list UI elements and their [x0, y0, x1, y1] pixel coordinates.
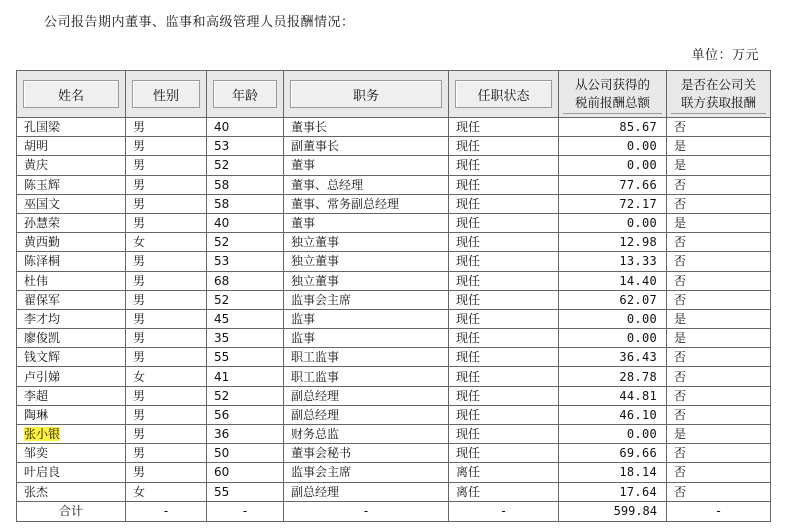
table-row [17, 290, 771, 309]
cell-age: 40 [207, 213, 284, 232]
cell-gender: 男 [126, 290, 207, 309]
cell-position: 监事 [284, 309, 449, 328]
table-row [17, 482, 771, 501]
cell-age: 36 [207, 425, 284, 444]
cell-related: 是 [667, 309, 771, 328]
table-row [17, 118, 771, 137]
cell-position: 副总经理 [284, 405, 449, 424]
cell-name: 巫国文 [17, 194, 126, 213]
header-position [284, 71, 449, 118]
cell-related: 否 [667, 367, 771, 386]
table-row [17, 386, 771, 405]
total-gender: - [126, 501, 207, 521]
table-row [17, 463, 771, 482]
cell-gender: 男 [126, 348, 207, 367]
cell-name: 张杰 [17, 482, 126, 501]
cell-status: 现任 [449, 271, 559, 290]
cell-position: 董事、总经理 [284, 175, 449, 194]
cell-pay: 77.66 [559, 175, 667, 194]
header-related [667, 71, 771, 118]
cell-age: 52 [207, 156, 284, 175]
cell-related: 否 [667, 290, 771, 309]
cell-gender: 男 [126, 444, 207, 463]
cell-position: 独立董事 [284, 271, 449, 290]
cell-status: 现任 [449, 137, 559, 156]
cell-age: 41 [207, 367, 284, 386]
cell-position: 董事长 [284, 118, 449, 137]
table-row [17, 156, 771, 175]
cell-name: 翟保军 [17, 290, 126, 309]
cell-position: 董事会秘书 [284, 444, 449, 463]
table-row [17, 329, 771, 348]
cell-position: 职工监事 [284, 348, 449, 367]
cell-pay: 44.81 [559, 386, 667, 405]
cell-position: 董事 [284, 156, 449, 175]
cell-name: 陈玉辉 [17, 175, 126, 194]
cell-name: 陶琳 [17, 405, 126, 424]
header-gender-label: 性别 [132, 80, 200, 108]
cell-pay: 46.10 [559, 405, 667, 424]
cell-related: 否 [667, 482, 771, 501]
cell-name: 叶启良 [17, 463, 126, 482]
cell-name: 黄庆 [17, 156, 126, 175]
cell-pay: 0.00 [559, 137, 667, 156]
header-status-label: 任职状态 [455, 80, 552, 108]
cell-status: 现任 [449, 233, 559, 252]
total-row [17, 501, 771, 521]
cell-age: 52 [207, 290, 284, 309]
cell-position: 监事会主席 [284, 290, 449, 309]
total-position: - [284, 501, 449, 521]
cell-pay: 12.98 [559, 233, 667, 252]
table-row [17, 271, 771, 290]
cell-status: 现任 [449, 252, 559, 271]
total-related: - [667, 501, 771, 521]
table-row [17, 252, 771, 271]
cell-name: 钱文辉 [17, 348, 126, 367]
cell-gender: 男 [126, 329, 207, 348]
cell-pay: 85.67 [559, 118, 667, 137]
unit-label: 单位：万元 [691, 48, 759, 63]
cell-gender: 男 [126, 118, 207, 137]
table-row [17, 405, 771, 424]
cell-related: 否 [667, 175, 771, 194]
cell-gender: 男 [126, 425, 207, 444]
cell-related: 否 [667, 194, 771, 213]
cell-related: 否 [667, 252, 771, 271]
cell-pay: 17.64 [559, 482, 667, 501]
cell-name: 胡明 [17, 137, 126, 156]
cell-age: 60 [207, 463, 284, 482]
cell-related: 否 [667, 118, 771, 137]
cell-status: 现任 [449, 405, 559, 424]
header-name-label: 姓名 [23, 80, 119, 108]
cell-pay: 0.00 [559, 156, 667, 175]
cell-name: 黄西勤 [17, 233, 126, 252]
cell-name: 孔国梁 [17, 118, 126, 137]
cell-gender: 男 [126, 271, 207, 290]
header-status [449, 71, 559, 118]
cell-position: 独立董事 [284, 252, 449, 271]
cell-name: 李才均 [17, 309, 126, 328]
table-row [17, 348, 771, 367]
cell-age: 58 [207, 175, 284, 194]
cell-related: 是 [667, 156, 771, 175]
cell-position: 董事 [284, 213, 449, 232]
header-position-label: 职务 [290, 80, 442, 108]
table-row [17, 444, 771, 463]
cell-status: 现任 [449, 309, 559, 328]
table-row [17, 367, 771, 386]
cell-pay: 13.33 [559, 252, 667, 271]
table-row [17, 233, 771, 252]
cell-related: 是 [667, 137, 771, 156]
cell-status: 离任 [449, 463, 559, 482]
header-name [17, 71, 126, 118]
cell-status: 现任 [449, 156, 559, 175]
cell-related: 否 [667, 405, 771, 424]
cell-gender: 男 [126, 175, 207, 194]
cell-status: 离任 [449, 482, 559, 501]
cell-age: 53 [207, 252, 284, 271]
cell-age: 45 [207, 309, 284, 328]
cell-gender: 女 [126, 367, 207, 386]
cell-position: 副总经理 [284, 482, 449, 501]
cell-status: 现任 [449, 175, 559, 194]
total-age: - [207, 501, 284, 521]
cell-name: 陈泽桐 [17, 252, 126, 271]
cell-related: 否 [667, 271, 771, 290]
cell-pay: 72.17 [559, 194, 667, 213]
cell-gender: 男 [126, 463, 207, 482]
cell-related: 是 [667, 329, 771, 348]
header-related-line2: 联方获取报酬 [680, 94, 756, 110]
cell-gender: 男 [126, 386, 207, 405]
cell-status: 现任 [449, 425, 559, 444]
cell-age: 68 [207, 271, 284, 290]
cell-name: 孙慧荣 [17, 213, 126, 232]
cell-related: 否 [667, 348, 771, 367]
cell-status: 现任 [449, 194, 559, 213]
table-row [17, 309, 771, 328]
cell-position: 财务总监 [284, 425, 449, 444]
cell-gender: 男 [126, 252, 207, 271]
table-row [17, 194, 771, 213]
table-row [17, 175, 771, 194]
cell-status: 现任 [449, 290, 559, 309]
total-status: - [449, 501, 559, 521]
cell-status: 现任 [449, 348, 559, 367]
cell-age: 52 [207, 386, 284, 405]
cell-age: 56 [207, 405, 284, 424]
cell-age: 58 [207, 194, 284, 213]
cell-name [17, 425, 126, 444]
cell-gender: 男 [126, 405, 207, 424]
cell-position: 监事 [284, 329, 449, 348]
cell-status: 现任 [449, 329, 559, 348]
cell-name: 邹奕 [17, 444, 126, 463]
cell-name: 卢引娣 [17, 367, 126, 386]
cell-gender: 女 [126, 233, 207, 252]
cell-gender: 男 [126, 309, 207, 328]
cell-age: 53 [207, 137, 284, 156]
cell-position: 监事会主席 [284, 463, 449, 482]
cell-age: 55 [207, 482, 284, 501]
cell-status: 现任 [449, 213, 559, 232]
cell-status: 现任 [449, 118, 559, 137]
cell-status: 现任 [449, 386, 559, 405]
highlighted-name: 张小银 [24, 427, 61, 442]
cell-position: 副董事长 [284, 137, 449, 156]
header-age-label: 年龄 [213, 80, 277, 108]
table-row [17, 425, 771, 444]
cell-gender: 男 [126, 213, 207, 232]
cell-position: 副总经理 [284, 386, 449, 405]
compensation-table [16, 70, 771, 522]
table-body [17, 118, 771, 502]
total-pay: 599.84 [559, 501, 667, 521]
header-age [207, 71, 284, 118]
header-gender [126, 71, 207, 118]
cell-age: 35 [207, 329, 284, 348]
header-pay-line2: 税前报酬总额 [574, 94, 650, 110]
cell-related: 是 [667, 425, 771, 444]
intro-text: 公司报告期内董事、监事和高级管理人员报酬情况： [44, 15, 355, 30]
cell-pay: 62.07 [559, 290, 667, 309]
table-row [17, 137, 771, 156]
cell-related: 否 [667, 444, 771, 463]
cell-age: 52 [207, 233, 284, 252]
cell-age: 50 [207, 444, 284, 463]
cell-gender: 男 [126, 137, 207, 156]
cell-age: 55 [207, 348, 284, 367]
table-row [17, 213, 771, 232]
cell-pay: 18.14 [559, 463, 667, 482]
cell-status: 现任 [449, 367, 559, 386]
cell-pay: 14.40 [559, 271, 667, 290]
cell-related: 否 [667, 463, 771, 482]
cell-pay: 69.66 [559, 444, 667, 463]
total-label: 合计 [17, 501, 126, 521]
cell-pay: 36.43 [559, 348, 667, 367]
cell-related: 是 [667, 213, 771, 232]
header-related-label [671, 75, 766, 114]
header-pay-line1: 从公司获得的 [574, 76, 650, 92]
header-pay [559, 71, 667, 118]
header-pay-label [563, 75, 662, 114]
cell-related: 否 [667, 233, 771, 252]
cell-age: 40 [207, 118, 284, 137]
cell-name: 廖俊凯 [17, 329, 126, 348]
cell-pay: 0.00 [559, 425, 667, 444]
cell-position: 独立董事 [284, 233, 449, 252]
cell-gender: 男 [126, 156, 207, 175]
cell-status: 现任 [449, 444, 559, 463]
table-header-row [17, 71, 771, 118]
cell-pay: 0.00 [559, 329, 667, 348]
cell-gender: 女 [126, 482, 207, 501]
cell-pay: 28.78 [559, 367, 667, 386]
cell-position: 职工监事 [284, 367, 449, 386]
cell-pay: 0.00 [559, 213, 667, 232]
cell-related: 否 [667, 386, 771, 405]
cell-position: 董事、常务副总经理 [284, 194, 449, 213]
cell-gender: 男 [126, 194, 207, 213]
header-related-line1: 是否在公司关 [680, 76, 756, 92]
cell-pay: 0.00 [559, 309, 667, 328]
cell-name: 杜伟 [17, 271, 126, 290]
cell-name: 李超 [17, 386, 126, 405]
